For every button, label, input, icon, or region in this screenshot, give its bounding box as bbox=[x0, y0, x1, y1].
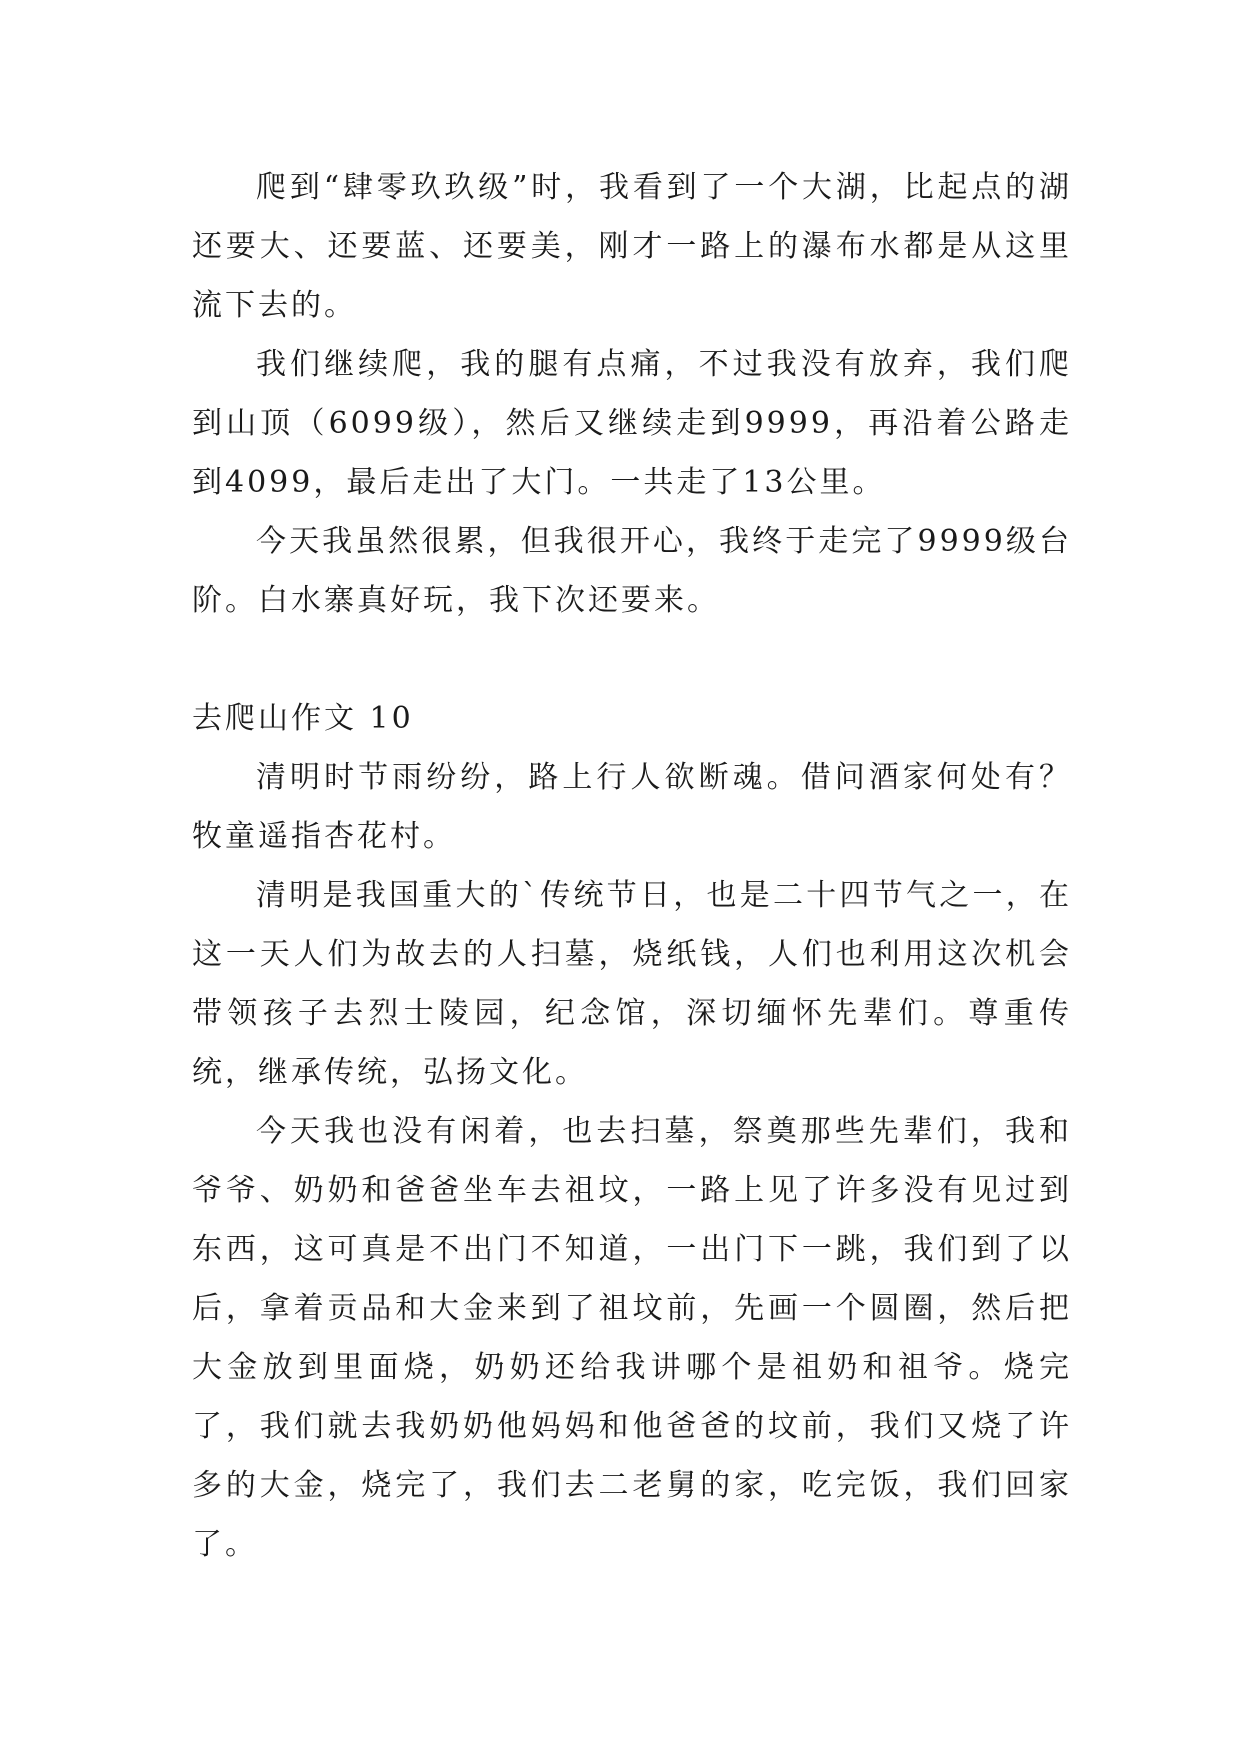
paragraph-poem: 清明时节雨纷纷，路上行人欲断魂。借问酒家何处有？牧童遥指杏花村。 bbox=[192, 760, 1072, 854]
section-title: 去爬山作文 10 bbox=[192, 701, 414, 736]
document-body bbox=[192, 158, 1072, 1574]
paragraph-tomb-sweeping: 今天我也没有闲着，也去扫墓，祭奠那些先辈们，我和爷爷、奶奶和爸爸坐车去祖坟，一路上见了许多没有见过到东西，这可真是不出门不知道，一出门下一跳，我们到了以后，拿着贡品和大金来到了祖坟前，先画一个圆圈，然后把大金放到里面烧，奶奶还给我讲哪个是祖奶和祖爷。烧完了，我们就去我奶奶他妈妈和他爸爸的坟前，我们又烧了许多的大金，烧完了，我们去二老舅的家，吃完饭，我们回家了。 bbox=[192, 1114, 1072, 1562]
paragraph-lake: 爬到“肆零玖玖级”时，我看到了一个大湖，比起点的湖还要大、还要蓝、还要美，刚才一路上的瀑布水都是从这里流下去的。 bbox=[192, 170, 1072, 323]
paragraph-qingming-intro: 清明是我国重大的`传统节日，也是二十四节气之一，在这一天人们为故去的人扫墓，烧纸钱，人们也利用这次机会带领孩子去烈士陵园，纪念馆，深切缅怀先辈们。尊重传统，继承传统，弘扬文化。 bbox=[192, 878, 1072, 1090]
paragraph-conclusion: 今天我虽然很累，但我很开心，我终于走完了9999级台阶。白水寨真好玩，我下次还要来。 bbox=[192, 524, 1072, 618]
section-spacer bbox=[192, 630, 1072, 689]
paragraph-climb-summit: 我们继续爬，我的腿有点痛，不过我没有放弃，我们爬到山顶（6099级），然后又继续走到9999，再沿着公路走到4099，最后走出了大门。一共走了13公里。 bbox=[192, 347, 1072, 500]
